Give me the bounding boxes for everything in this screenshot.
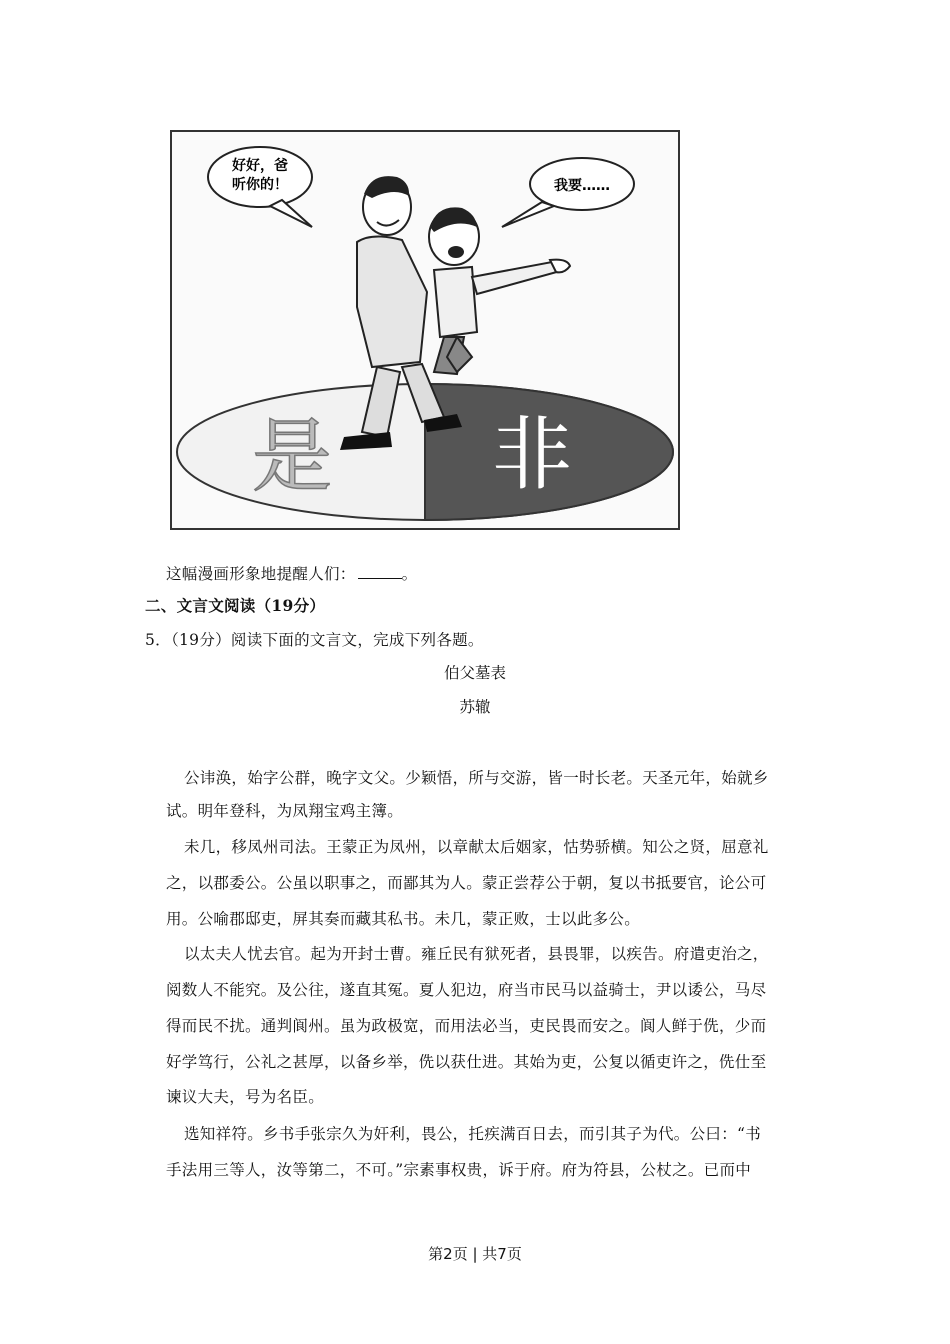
child-figure xyxy=(429,207,570,374)
passage-line: 阅数人不能究。及公往，遂直其冤。夏人犯边，府当市民马以益骑士，尹以诿公，马尽 xyxy=(166,981,767,999)
passage-line: 试。明年登科，为凤翔宝鸡主簿。 xyxy=(166,802,404,820)
passage-title: 伯父墓表 xyxy=(443,664,506,682)
passage-author: 苏辙 xyxy=(459,698,491,716)
disc-right-char: 非 xyxy=(492,408,572,501)
speech-left-line1: 好好，爸 xyxy=(232,158,288,174)
section-heading: 二、文言文阅读（19分） xyxy=(145,596,326,615)
passage-line: 得而民不扰。通判阆州。虽为政极宽，而用法必当，吏民畏而安之。阆人鲜于侁，少而 xyxy=(166,1017,767,1035)
passage-line: 以太夫人忧去官。起为开封士曹。雍丘民有狱死者，县畏罪，以疾告。府遣吏治之， xyxy=(184,945,769,963)
passage-line: 未几，移凤州司法。王蒙正为凤州，以章献太后姻家，怙势骄横。知公之贤，屈意礼 xyxy=(184,838,769,856)
passage-line: 选知祥符。乡书手张宗久为奸利，畏公，托疾满百日去，而引其子为代。公曰：“书 xyxy=(184,1125,762,1143)
disc-left-char: 是 xyxy=(252,410,332,503)
answer-blank[interactable] xyxy=(358,562,402,579)
passage-line: 好学笃行，公礼之甚厚，以备乡举，侁以获仕进。其始为吏，公复以循吏许之，侁仕至 xyxy=(166,1053,767,1071)
speech-right-text: 我要…… xyxy=(554,178,610,194)
speech-bubble-right-tail xyxy=(502,202,554,227)
question-prompt-text: 这幅漫画形象地提醒人们： xyxy=(166,565,356,583)
question-prompt xyxy=(166,562,417,584)
cartoon-drawing xyxy=(172,132,678,528)
passage-line: 手法用三等人，汝等第二，不可。”宗素事权贵，诉于府。府为符县，公杖之。已而中 xyxy=(166,1161,752,1179)
question-prompt-end: 。 xyxy=(401,565,418,583)
cartoon-illustration xyxy=(170,130,680,530)
passage-line: 公讳涣，始字公群，晚字文父。少颖悟，所与交游，皆一时长老。天圣元年，始就乡 xyxy=(184,769,769,787)
speech-left-line2: 听你的！ xyxy=(232,177,288,193)
page-footer: 第2页 | 共7页 xyxy=(428,1245,522,1263)
passage-line: 之，以郡委公。公虽以职事之，而鄙其为人。蒙正尝荐公于朝，复以书抵要官，论公可 xyxy=(166,874,767,892)
passage-line: 谏议大夫，号为名臣。 xyxy=(166,1088,325,1106)
question-5: 5．（19分）阅读下面的文言文，完成下列各题。 xyxy=(145,631,484,649)
passage-line: 用。公喻郡邸吏，屏其奏而藏其私书。未几，蒙正败，士以此多公。 xyxy=(166,910,641,928)
speech-bubble-left-tail xyxy=(270,200,312,227)
